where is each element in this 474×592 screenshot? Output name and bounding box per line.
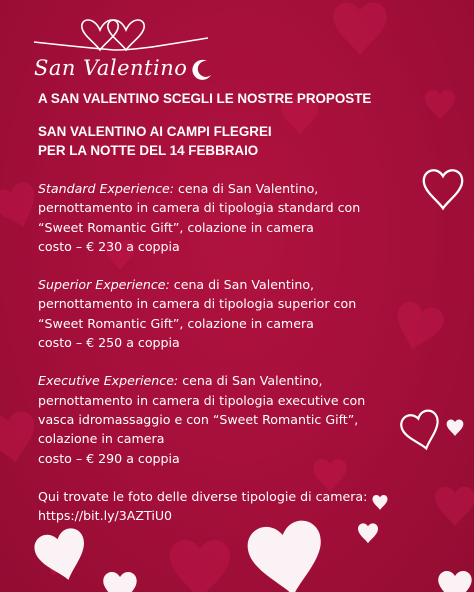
offer-name: Standard Experience:: [38, 181, 174, 196]
page-title: A SAN VALENTINO SCEGLI LE NOSTRE PROPOSTE: [38, 91, 372, 106]
offer-name: Superior Experience:: [38, 277, 170, 293]
offer-line: colazione in camera: [38, 431, 165, 447]
offer-line: pernottamento in camera di tipologia executive con: [38, 392, 366, 408]
footer: [38, 487, 448, 526]
footer-text: Qui trovate le foto delle diverse tipologie di camera:: [38, 488, 368, 504]
content: [38, 90, 448, 525]
subheading: [38, 122, 448, 160]
offer-line: “Sweet Romantic Gift”, colazione in camera: [38, 219, 314, 235]
offer-price: costo – € 230 a coppia: [38, 238, 180, 254]
offer-line: vasca idromassaggio e con “Sweet Romantic Gift”,: [38, 411, 359, 427]
offer-line: cena di San Valentino,: [174, 181, 319, 196]
logo-script: San Valentino: [34, 56, 188, 80]
offer-price: costo – € 290 a coppia: [38, 450, 180, 466]
offer-line: cena di San Valentino,: [178, 373, 323, 389]
photos-link[interactable]: https://bit.ly/3AZTiU0: [38, 508, 173, 524]
offer-standard: [38, 179, 448, 256]
offer-line: “Sweet Romantic Gift”, colazione in camera: [38, 315, 314, 331]
offer-name: Executive Experience:: [38, 373, 179, 389]
crescent-moon-icon: [190, 58, 214, 82]
offer-price: costo – € 250 a coppia: [38, 335, 180, 351]
offer-line: pernottamento in camera di tipologia superior con: [38, 296, 357, 312]
offer-line: cena di San Valentino,: [169, 277, 315, 293]
offer-line: pernottamento in camera di tipologia standard con: [38, 200, 361, 216]
subheading-line: PER LA NOTTE DEL 14 FEBBRAIO: [38, 143, 259, 158]
subheading-line: SAN VALENTINO AI CAMPI FLEGREI: [38, 124, 272, 139]
offer-superior: [38, 275, 448, 352]
offer-executive: [38, 371, 448, 467]
